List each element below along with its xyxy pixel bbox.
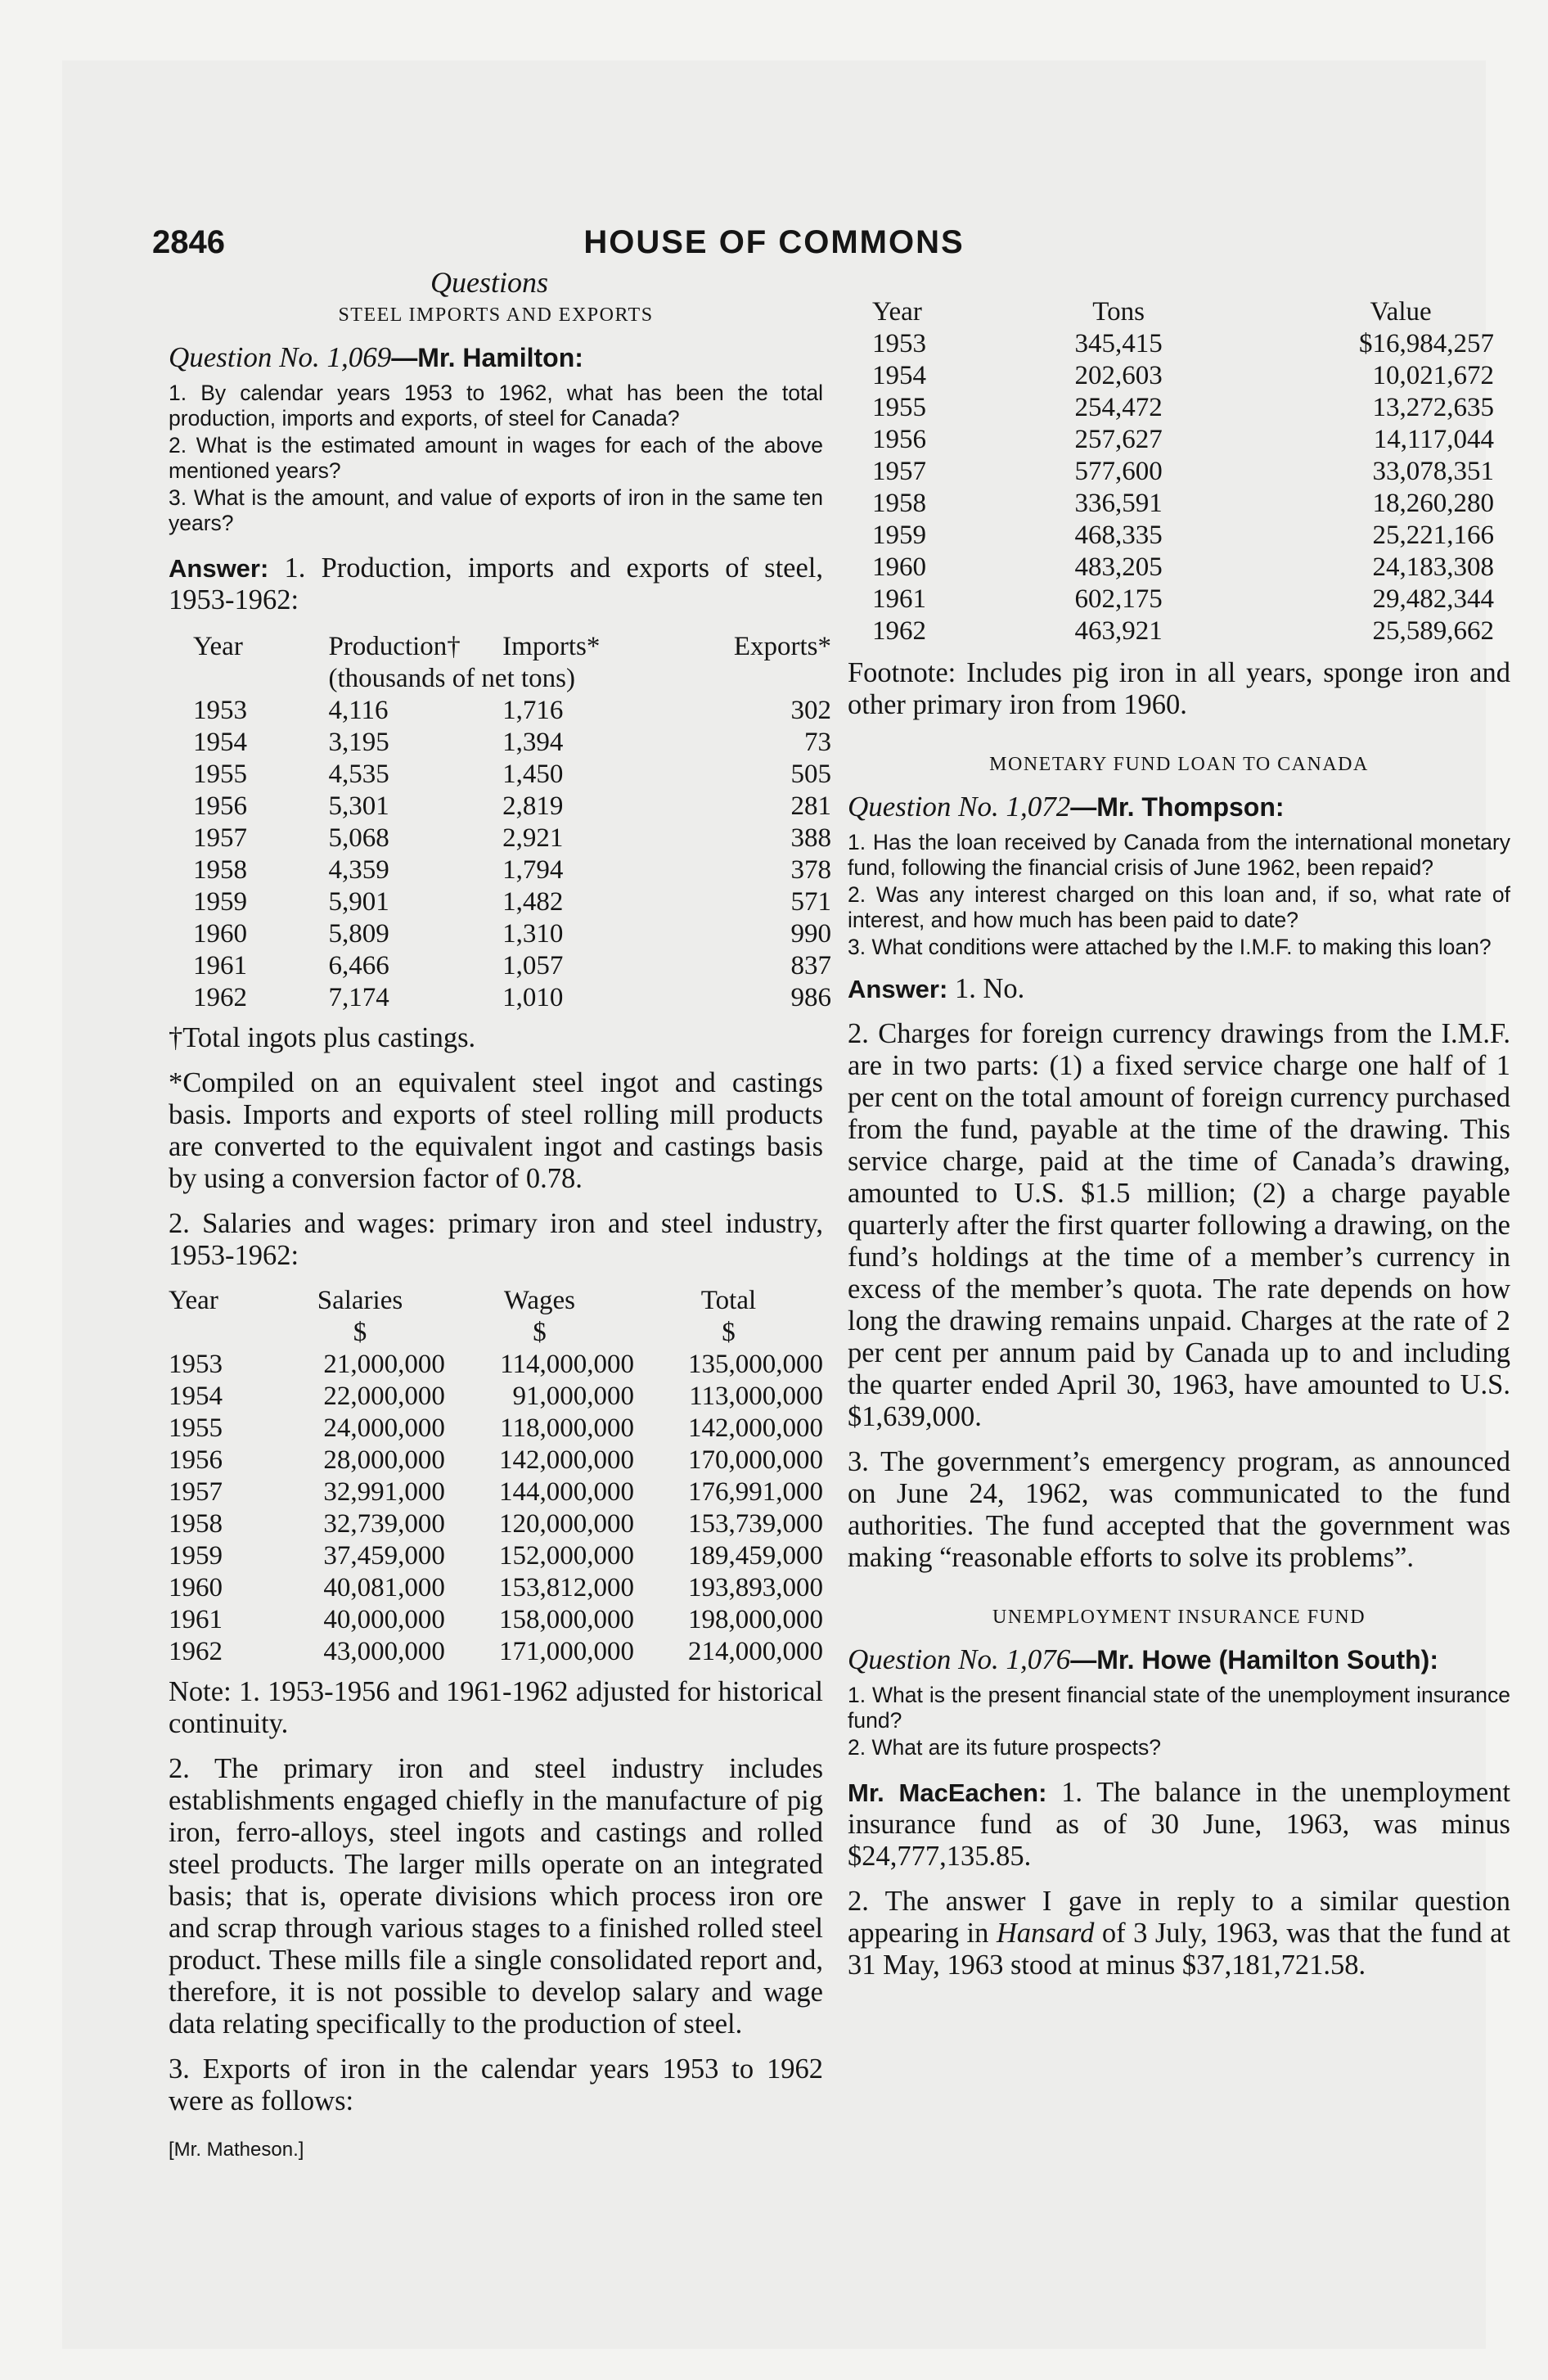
page-number: 2846 [152, 224, 225, 260]
question-number: Question No. 1,076 [848, 1643, 1071, 1675]
table-row [193, 791, 831, 823]
answer-intro-text: 1. Production, imports and exports of steel, 1953-1962: [169, 552, 823, 615]
table-cell: 189,459,000 [688, 1541, 823, 1571]
table-cell: 1,394 [502, 728, 564, 757]
table-cell: 1954 [193, 728, 247, 757]
table-row [193, 759, 831, 791]
table-cell: 144,000,000 [498, 1477, 634, 1507]
table-row [848, 552, 1502, 584]
table-cell: 32,739,000 [323, 1509, 445, 1539]
table-row [193, 918, 831, 950]
table-cell: 1957 [193, 823, 247, 853]
question-item-1: 1. By calendar years 1953 to 1962, what has been the total production, imports and exports, of steel for Canada? [169, 381, 823, 430]
production-table [193, 631, 831, 1014]
table-cell: 135,000,000 [688, 1350, 823, 1379]
table-cell: 1962 [193, 983, 247, 1012]
footnote: Footnote: Includes pig iron in all years, sponge iron and other primary iron from 1960. [848, 657, 1510, 720]
salaries-table [169, 1285, 823, 1668]
table-cell: 1958 [872, 489, 926, 518]
table-row [169, 1413, 823, 1445]
table-cell: 1954 [872, 361, 926, 390]
page-header [62, 224, 1486, 265]
table-cell: 345,415 [1074, 329, 1163, 358]
question-item-2: 2. Was any interest charged on this loan and, if so, what rate of interest, and how much has been paid to date? [848, 882, 1510, 932]
table-cell: 113,000,000 [689, 1382, 823, 1411]
table-cell: 1,450 [502, 760, 564, 789]
table-cell: 468,335 [1074, 521, 1163, 550]
table-cell: 1960 [193, 919, 247, 949]
table-cell: 120,000,000 [498, 1509, 634, 1539]
table-cell: 40,000,000 [323, 1605, 445, 1634]
table-cell: 37,459,000 [323, 1541, 445, 1571]
table-row [193, 695, 831, 727]
table-cell: 40,081,000 [323, 1573, 445, 1602]
member-name: —Mr. Hamilton: [391, 343, 583, 372]
table-row [169, 1349, 823, 1381]
table-cell: $16,984,257 [1359, 329, 1494, 358]
answer-text: 1. The balance in the unemployment insurance fund as of 30 June, 1963, was minus $24,777,135.85. [848, 1777, 1510, 1872]
salaries-intro: 2. Salaries and wages: primary iron and steel industry, 1953-1962: [169, 1208, 823, 1271]
table-cell: 142,000,000 [498, 1445, 634, 1475]
table-row [193, 982, 831, 1014]
table-cell: 10,021,672 [1372, 361, 1494, 390]
table-row [169, 1476, 823, 1508]
question-item-2: 2. What is the estimated amount in wages for each of the above mentioned years? [169, 433, 823, 483]
answer-intro [169, 552, 823, 616]
table-cell: 1953 [169, 1350, 223, 1379]
table-cell: 990 [790, 919, 831, 949]
table-cell: 1953 [872, 329, 926, 358]
member-name: —Mr. Thompson: [1070, 792, 1285, 822]
table-cell: 29,482,344 [1372, 584, 1494, 614]
note-adjusted: Note: 1. 1953-1956 and 1961-1962 adjusted for historical continuity. [169, 1676, 823, 1739]
column-header: Year [872, 297, 922, 327]
table-cell: 6,466 [328, 951, 389, 980]
table-cell: 1957 [169, 1477, 223, 1507]
table-header-row [169, 1285, 823, 1317]
table-cell: 1959 [169, 1541, 223, 1571]
table-row [848, 488, 1502, 520]
question-item-1: 1. Has the loan received by Canada from the international monetary fund, following the financial crisis of June 1962, been repaid? [848, 830, 1510, 880]
table-cell: 1953 [193, 696, 247, 725]
table-cell: 214,000,000 [688, 1637, 823, 1666]
imf-answer-2: 2. Charges for foreign currency drawings from the I.M.F. are in two parts: (1) a fixed service charge one half of 1 per cent on the total amount of foreign currency purchased from the fund, payable at the time of the drawing. This service charge, paid at the time of Canada’s drawing, amounted to U.S. $1.5 million; (2) a charge payable quarterly after the first quarter following a drawing, on the fund’s holdings at the time of a member’s currency in excess of the member’s quota. The rate depends on how long the drawing remains unpaid. Charges at the rate of 2 per cent per annum paid by Canada up to and including the quarter ended April 30, 1963, have amounted to U.S. $1,639,000. [848, 1018, 1510, 1432]
uif-answer-1 [848, 1777, 1510, 1873]
table-row [169, 1636, 823, 1668]
table-cell: 336,591 [1074, 489, 1163, 518]
answer-label: Answer: [848, 975, 948, 1003]
table-cell: 5,901 [328, 887, 389, 917]
table-cell: 257,627 [1074, 425, 1163, 454]
question-heading-1072 [848, 791, 1510, 823]
table-row [848, 392, 1502, 424]
table-units-row [169, 1317, 823, 1349]
table-cell: 25,589,662 [1372, 616, 1494, 646]
table-cell: 32,991,000 [323, 1477, 445, 1507]
table-row [193, 886, 831, 918]
iron-exports-table [848, 296, 1502, 647]
unit-cell [169, 1317, 275, 1349]
table-cell: 378 [790, 855, 831, 885]
table-cell: 577,600 [1074, 457, 1163, 486]
section-title-imf: MONETARY FUND LOAN TO CANADA [989, 754, 1369, 775]
table-cell: 1962 [169, 1637, 223, 1666]
section-title-steel: STEEL IMPORTS AND EXPORTS [338, 304, 654, 326]
table-row [169, 1381, 823, 1413]
table-cell: 4,116 [328, 696, 389, 725]
member-name: —Mr. Howe (Hamilton South): [1070, 1645, 1438, 1675]
question-item-3: 3. What is the amount, and value of exports of iron in the same ten years? [169, 485, 823, 535]
industry-paragraph: 2. The primary iron and steel industry includes establishments engaged chiefly in the manufacture of pig iron, ferro-alloys, steel ingots and castings and rolled steel products. The larger mills operate on an integrated basis; that is, operate divisions which process iron ore and scrap through various stages to a finished rolled steel product. These mills file a single consolidated report and, therefore, it is not possible to develop salary and wage data relating specifically to the production of steel. [169, 1753, 823, 2040]
table-subheader-row [193, 663, 831, 695]
table-cell: 837 [790, 951, 831, 980]
table-cell: 3,195 [328, 728, 389, 757]
table-cell: 602,175 [1074, 584, 1163, 614]
table-cell: 1959 [193, 887, 247, 917]
table-cell: 153,739,000 [688, 1509, 823, 1539]
hansard-reference: Hansard [996, 1918, 1095, 1949]
unit-cell: $ [533, 1318, 547, 1347]
answer-text: 2. The answer I gave in reply to a similar question appearing in [848, 1886, 1510, 1949]
table-cell: 2,921 [502, 823, 564, 853]
question-number: Question No. 1,072 [848, 791, 1071, 823]
table-cell: 388 [790, 823, 831, 853]
table-row [193, 950, 831, 982]
right-column [848, 296, 1510, 1981]
document-page [62, 61, 1510, 2349]
table-row [169, 1540, 823, 1572]
table-cell: 1956 [872, 425, 926, 454]
column-header: Salaries [317, 1286, 403, 1315]
running-title: HOUSE OF COMMONS [583, 224, 965, 260]
left-column [169, 304, 831, 2161]
table-cell: 114,000,000 [500, 1350, 634, 1379]
imf-answer-1 [848, 973, 1510, 1005]
table-row [169, 1445, 823, 1476]
table-cell: 5,809 [328, 919, 389, 949]
table-row [848, 584, 1502, 615]
unit-cell: $ [353, 1318, 367, 1347]
column-header: Imports* [502, 632, 601, 661]
table-row [193, 854, 831, 886]
table-cell: 5,068 [328, 823, 389, 853]
table-cell: 43,000,000 [323, 1637, 445, 1666]
table-cell: 1957 [872, 457, 926, 486]
table-row [848, 424, 1502, 456]
table-row [169, 1604, 823, 1636]
table-cell: 1961 [872, 584, 926, 614]
table-cell: 21,000,000 [323, 1350, 445, 1379]
section-title-uif: UNEMPLOYMENT INSURANCE FUND [992, 1607, 1366, 1628]
table-cell: 1955 [169, 1413, 223, 1443]
table-cell: 198,000,000 [688, 1605, 823, 1634]
table-cell: 14,117,044 [1373, 425, 1494, 454]
column-header: Value [1370, 297, 1432, 327]
answer-text: 1. No. [947, 973, 1025, 1004]
table-cell: 171,000,000 [498, 1637, 634, 1666]
table-cell: 2,819 [502, 791, 564, 821]
table-cell: 7,174 [328, 983, 389, 1012]
table-cell: 463,921 [1074, 616, 1163, 646]
table-cell: 13,272,635 [1372, 393, 1494, 422]
table-cell: 986 [790, 983, 831, 1012]
question-item-1: 1. What is the present financial state of the unemployment insurance fund? [848, 1683, 1510, 1733]
column-header: Year [193, 632, 243, 661]
table-cell: 33,078,351 [1372, 457, 1494, 486]
table-cell: 4,535 [328, 760, 389, 789]
question-number: Question No. 1,069 [169, 341, 392, 373]
table-cell: 1,716 [502, 696, 564, 725]
table-cell: 91,000,000 [512, 1382, 634, 1411]
table-cell: 152,000,000 [498, 1541, 634, 1571]
table-cell: 5,301 [328, 791, 389, 821]
table-cell: 25,221,166 [1372, 521, 1494, 550]
table-cell: 1955 [872, 393, 926, 422]
table-cell: 1,057 [502, 951, 564, 980]
question-heading-1069 [169, 341, 823, 374]
table-cell: 505 [790, 760, 831, 789]
table-cell: 1961 [169, 1605, 223, 1634]
table-cell: 1958 [169, 1509, 223, 1539]
table-row [848, 520, 1502, 552]
table-cell: 571 [790, 887, 831, 917]
table-cell: 1962 [872, 616, 926, 646]
column-header: Production† [328, 632, 461, 661]
table-cell: 1955 [193, 760, 247, 789]
column-header: Wages [503, 1286, 575, 1315]
table-cell: 24,000,000 [323, 1413, 445, 1443]
table-row [848, 615, 1502, 647]
table-cell: 1956 [193, 791, 247, 821]
table-cell: 1956 [169, 1445, 223, 1475]
table-row [193, 727, 831, 759]
question-heading-1076 [848, 1643, 1510, 1676]
exports-intro: 3. Exports of iron in the calendar years 1953 to 1962 were as follows: [169, 2053, 823, 2116]
table-cell: 73 [804, 728, 831, 757]
table-cell: 302 [790, 696, 831, 725]
table-cell: 483,205 [1074, 552, 1163, 582]
signoff: [Mr. Matheson.] [169, 2139, 304, 2161]
table-cell: 24,183,308 [1372, 552, 1494, 582]
table-cell: 18,260,280 [1372, 489, 1494, 518]
table-cell: 1,794 [502, 855, 564, 885]
unit-cell: $ [722, 1318, 736, 1347]
table-row [848, 328, 1502, 360]
answer-text: of 3 July, 1963, was that the fund at 31 May, 1963 stood at minus $37,181,721.58. [848, 1918, 1510, 1981]
question-item-2: 2. What are its future prospects? [848, 1735, 1161, 1760]
table-row [193, 823, 831, 854]
imf-answer-3: 3. The government’s emergency program, as announced on June 24, 1962, was communicated to the fund authorities. The fund accepted that the government was making “reasonable efforts to solve its problems”. [848, 1446, 1510, 1573]
table-row [848, 456, 1502, 488]
note-compiled-basis: *Compiled on an equivalent steel ingot and castings basis. Imports and exports of steel rolling mill products are converted to the equivalent ingot and castings basis by using a conversion factor of 0.78. [169, 1067, 823, 1194]
question-item-3: 3. What conditions were attached by the I.M.F. to making this loan? [848, 935, 1492, 959]
table-cell: 193,893,000 [688, 1573, 823, 1602]
table-cell: 1,010 [502, 983, 564, 1012]
units-subheader: (thousands of net tons) [328, 664, 575, 693]
table-cell: 1960 [169, 1573, 223, 1602]
table-cell: 1959 [872, 521, 926, 550]
table-cell: 170,000,000 [688, 1445, 823, 1475]
table-row [169, 1572, 823, 1604]
note-total-ingots: †Total ingots plus castings. [169, 1022, 476, 1053]
table-cell: 1954 [169, 1382, 223, 1411]
answer-label: Mr. MacEachen: [848, 1778, 1047, 1807]
table-header-row [193, 631, 831, 663]
subhead: Questions [430, 266, 548, 299]
table-cell: 158,000,000 [498, 1605, 634, 1634]
table-cell: 1,482 [502, 887, 564, 917]
table-cell: 153,812,000 [498, 1573, 634, 1602]
table-row [848, 360, 1502, 392]
column-header: Year [169, 1286, 218, 1315]
table-cell: 281 [790, 791, 831, 821]
table-cell: 1961 [193, 951, 247, 980]
table-cell: 4,359 [328, 855, 389, 885]
table-cell: 254,472 [1074, 393, 1163, 422]
uif-answer-2 [848, 1886, 1510, 1981]
column-header: Exports* [733, 632, 831, 661]
table-cell: 118,000,000 [500, 1413, 634, 1443]
table-cell: 1,310 [502, 919, 564, 949]
table-header-row [848, 296, 1502, 328]
table-cell: 142,000,000 [688, 1413, 823, 1443]
table-cell: 176,991,000 [688, 1477, 823, 1507]
table-cell: 1958 [193, 855, 247, 885]
column-header: Tons [1092, 297, 1145, 327]
answer-label: Answer: [169, 554, 269, 583]
table-cell: 22,000,000 [323, 1382, 445, 1411]
table-row [169, 1508, 823, 1540]
table-cell: 28,000,000 [323, 1445, 445, 1475]
table-cell: 202,603 [1074, 361, 1163, 390]
table-cell: 1960 [872, 552, 926, 582]
column-header: Total [700, 1286, 757, 1315]
